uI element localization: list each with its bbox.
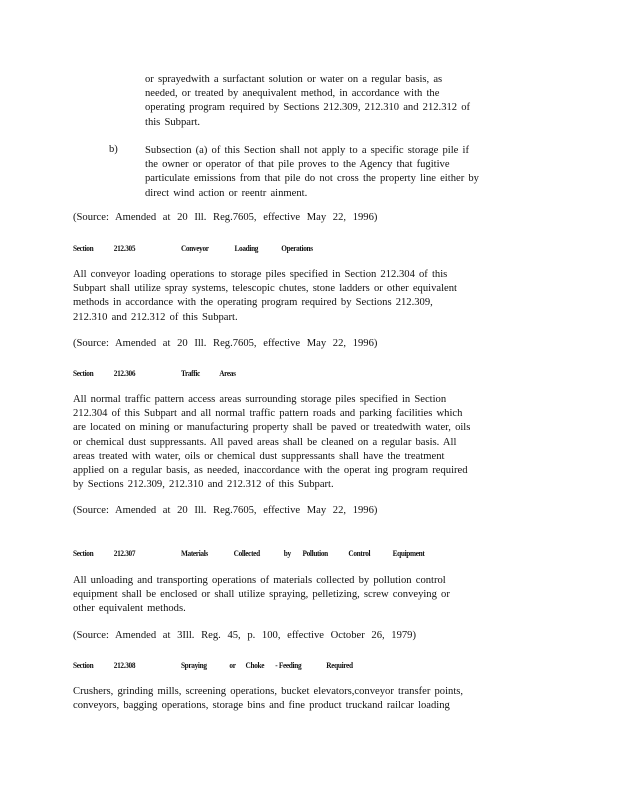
subsection-a-continuation xyxy=(145,73,498,130)
section-number: 212.306 xyxy=(113,368,136,378)
section-212-305-body xyxy=(73,268,491,325)
text-line: particulate emissions from that pile do not cross the property line either by xyxy=(145,173,479,185)
section-title-word: - Feeding xyxy=(275,660,302,670)
section-word: Section xyxy=(73,548,94,558)
text-line: this Subpart. xyxy=(145,116,201,128)
text-line: are located on mining or manufacturing property shall be paved or treatedwith water, oils xyxy=(73,422,471,434)
text-line: 212.310 and 212.312 of this Subpart. xyxy=(73,311,238,323)
text-line: conveyors, bagging operations, storage bins and fine product truckand railcar loading xyxy=(73,700,450,712)
section-title-word: Choke xyxy=(245,660,265,670)
text-line: the owner or operator of that pile proves to the Agency that fugitive xyxy=(145,159,450,171)
text-line: or sprayedwith a surfactant solution or water on a regular basis, as xyxy=(145,74,443,85)
source-note: (Source: Amended at 3Ill. Reg. 45, p. 100, effective October 26, 1979) xyxy=(73,630,416,641)
section-title-word: by xyxy=(283,548,291,558)
section-title-word: Equipment xyxy=(392,548,425,558)
section-title-word: Collected xyxy=(233,548,260,558)
section-title-word: Control xyxy=(348,548,371,558)
text-line: or chemical dust suppressants. All paved areas shall be cleaned on a regular basis. All xyxy=(73,436,457,448)
text-line: methods in accordance with the operating program required by Sections 212.309, xyxy=(73,297,433,309)
section-number: 212.305 xyxy=(113,243,136,253)
section-title-word: Areas xyxy=(219,368,236,378)
source-note: (Source: Amended at 20 Ill. Reg.7605, effective May 22, 1996) xyxy=(73,212,378,223)
section-212-306-body xyxy=(73,393,498,492)
section-title-word: or xyxy=(229,660,236,670)
source-note: (Source: Amended at 20 Ill. Reg.7605, effective May 22, 1996) xyxy=(73,505,378,516)
section-word: Section xyxy=(73,368,94,378)
section-title-word: Spraying xyxy=(180,660,207,670)
text-line: needed, or treated by anequivalent method, in accordance with the xyxy=(145,88,440,100)
section-title-word: Conveyor xyxy=(180,243,209,253)
text-line: equipment shall be enclosed or shall utilize spraying, pelletizing, screw conveying or xyxy=(73,589,450,601)
text-line: Subpart shall utilize spray systems, telescopic chutes, stone ladders or other equivalent xyxy=(73,283,457,295)
section-title-word: Loading xyxy=(234,243,259,253)
text-line: areas treated with water, oils or chemical dust suppressants shall have the treatment xyxy=(73,450,445,462)
subsection-b-label: b) xyxy=(109,144,118,155)
text-line: Crushers, grinding mills, screening operations, bucket elevators,conveyor transfer points, xyxy=(73,686,464,697)
text-line: All conveyor loading operations to storage piles specified in Section 212.304 of this xyxy=(73,269,448,280)
text-line: applied on a regular basis, as needed, inaccordance with the operat ing program required xyxy=(73,465,468,477)
text-line: All normal traffic pattern access areas surrounding storage piles specified in Section xyxy=(73,394,447,405)
section-word: Section xyxy=(73,243,94,253)
section-title-word: Traffic xyxy=(180,368,200,378)
subsection-b-text xyxy=(145,144,503,201)
section-title-word: Materials xyxy=(180,548,208,558)
section-word: Section xyxy=(73,660,94,670)
section-number: 212.308 xyxy=(113,660,136,670)
text-line: by Sections 212.309, 212.310 and 212.312 of this Subpart. xyxy=(73,479,334,491)
section-title-word: Pollution xyxy=(302,548,328,558)
text-line: 212.304 of this Subpart and all normal traffic pattern roads and parking facilities which xyxy=(73,408,463,420)
section-title-word: Required xyxy=(326,660,353,670)
text-line: All unloading and transporting operations of materials collected by pollution control xyxy=(73,575,446,586)
text-line: other equivalent methods. xyxy=(73,603,186,615)
text-line: Subsection (a) of this Section shall not apply to a specific storage pile if xyxy=(145,145,469,156)
section-212-308-body xyxy=(73,685,499,713)
text-line: direct wind action or reentr ainment. xyxy=(145,187,308,199)
section-212-307-body xyxy=(73,574,485,617)
source-note: (Source: Amended at 20 Ill. Reg.7605, effective May 22, 1996) xyxy=(73,338,378,349)
text-line: operating program required by Sections 212.309, 212.310 and 212.312 of xyxy=(145,102,471,114)
section-title-word: Operations xyxy=(281,243,313,253)
section-number: 212.307 xyxy=(113,548,136,558)
